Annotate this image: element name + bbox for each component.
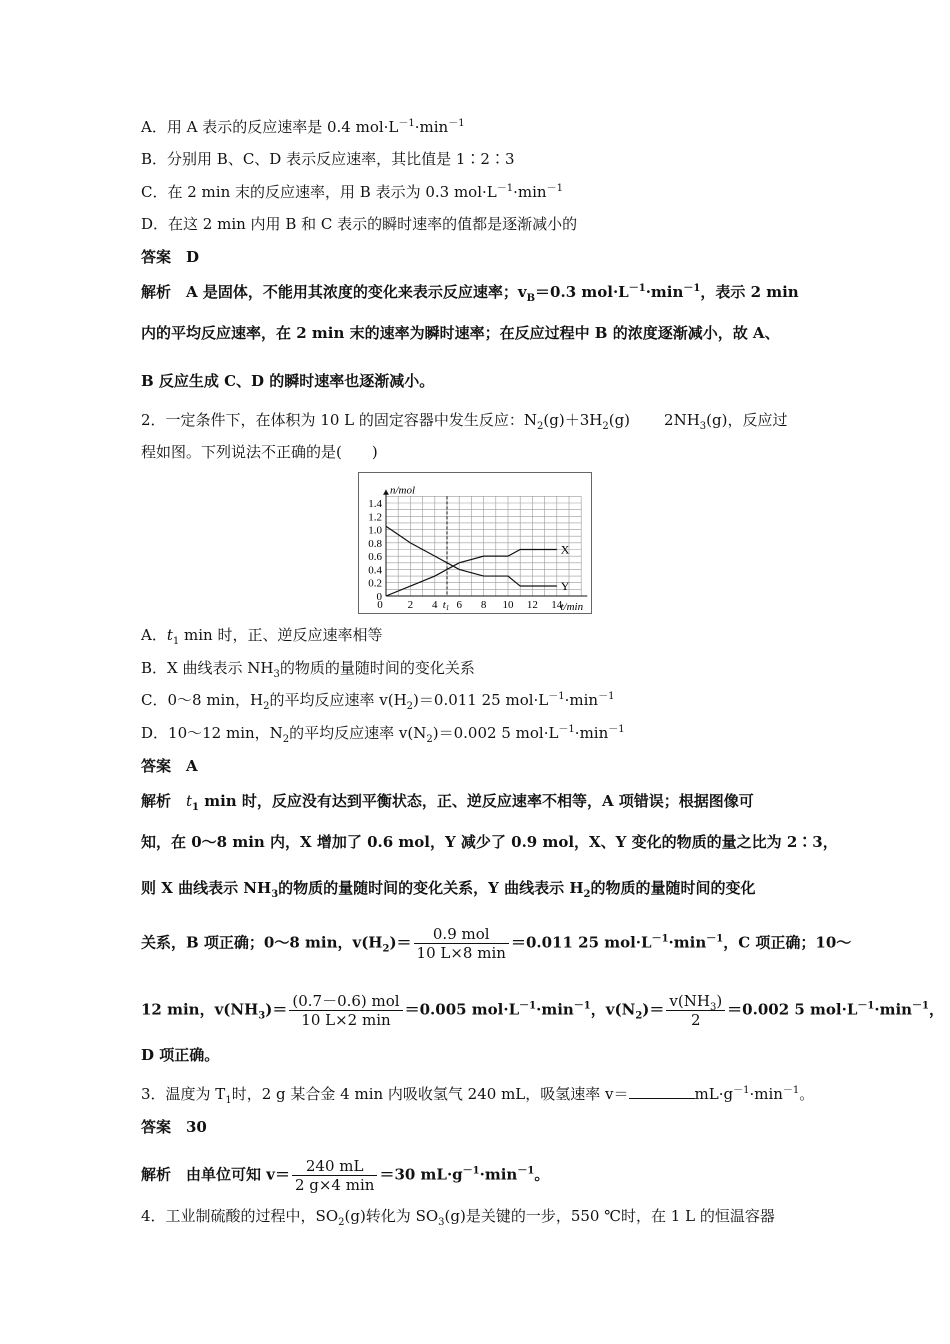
q1-answer: 答案 D [141, 248, 200, 266]
x-axis-label: t/min [560, 601, 584, 613]
q2-option-d: D．10～12 min，$N_2$的平均反应速率 $v(N_2)=0.002$ 5 $mol\cdot L^{-1}\cdot\min^{-1}$ [141, 724, 625, 745]
q2-option-c: C．0～8 min，$H_2$的平均反应速率 $v(H_2)=0.011$ 25 $mol\cdot L^{-1}\cdot\min^{-1}$ [141, 691, 615, 712]
y-tick-label: 1.0 [368, 524, 382, 537]
q2-option-a: A．$t_1$ min 时，正、逆反应速率相等 [141, 626, 383, 647]
q2-explanation-3: 则 X 曲线表示 $NH_3$的物质的量随时间的变化关系，Y 曲线表示 $H_2$的物质的量随时间的变化 [141, 879, 756, 900]
q2-explanation-5: 12 min，$v(NH_3)=$ $\frac{\text{(0.7－0.6) mol}}{10 L\times 2 \min}$ ＝0.005 $mol\cdot L^{-1}\cdot\min^{-1}$，$v(N_2)=$ $\frac{v(NH_3)}{2}$ ＝0.002 5 $mol\cdot L^{-1}\cdot\min^{-1}$， [141, 992, 945, 1029]
y-tick-label: 0.4 [368, 564, 382, 577]
fraction: $\frac{\text{(0.7－0.6) mol}}{10 L\times 2 \min}$ [289, 992, 402, 1029]
series-label-X: X [560, 542, 570, 557]
x-tick-label-t1: t1 [442, 599, 450, 612]
q1-option-a: A．用 A 表示的反应速率是 0.4 $mol\cdot L^{-1}\cdot\min^{-1}$ [141, 118, 465, 136]
y-tick-label: 0.6 [368, 551, 382, 564]
x-tick-label: 4 [432, 599, 438, 611]
q1-explanation-1: 解析 A 是固体，不能用其浓度的变化来表示反应速率；$v_B=0.3$ $mol\cdot L^{-1}\cdot\min^{-1}$，表示 2 min [141, 283, 799, 304]
x-tick-label: 12 [526, 599, 538, 611]
y-tick-label: 0.2 [368, 577, 382, 590]
q3-stem: 3．温度为 $T_1$时，2 g 某合金 4 min 内吸收氢气 240 mL，吸氢速率 $v= mL\cdot g^{-1}\cdot\min^{-1}$。 [141, 1085, 815, 1106]
y-tick-label: 1.4 [368, 498, 382, 510]
fraction: $\frac{v(NH_3)}{2}$ [666, 992, 725, 1029]
fraction: $\frac{\text{0.9 mol}}{10 L\times 8 \min}$ [414, 925, 509, 962]
q1-explanation-3: B 反应生成 C、D 的瞬时速率也逐渐减小。 [141, 372, 435, 390]
q1-option-d: D．在这 2 min 内用 B 和 C 表示的瞬时速率的值都是逐渐减小的 [141, 215, 578, 233]
q2-explanation-4: 关系，B 项正确；0～8 min，$v(H_2)=$ $\frac{\text{0.9 mol}}{10 L\times 8 \min}$ ＝0.011 25 $mol\cdot L^{-1}\cdot\min^{-1}$，C 项正确；10～ [141, 925, 852, 962]
q2-option-b: B．X 曲线表示 $NH_3$的物质的量随时间的变化关系 [141, 659, 475, 680]
series-label-Y: Y [560, 579, 570, 594]
x-tick-label-t1-subscript: 1 [445, 604, 450, 612]
q2-explanation-1: 解析 $t_1$ min 时，反应没有达到平衡状态，正、逆反应速率不相等，A 项错误；根据图像可 [141, 792, 754, 813]
origin-label: 0 [377, 599, 383, 611]
q2-stem-1: 2．一定条件下，在体积为 10 L 的固定容器中发生反应：$N_2(g)+3H_2(g)$ $2NH_3(g)$，反应过 [141, 411, 788, 432]
x-tick-label: 14 [551, 599, 563, 611]
q2-answer: 答案 A [141, 757, 198, 775]
x-tick-label: 6 [456, 599, 462, 611]
y-axis-label: n/mol [390, 484, 416, 497]
x-tick-label: 8 [480, 599, 487, 611]
x-tick-label: 2 [407, 599, 414, 611]
q2-explanation-2: 知，在 0～8 min 内，X 增加了 0.6 mol，Y 减少了 0.9 mol，X、Y 变化的物质的量之比为 2∶3， [141, 833, 838, 851]
q1-explanation-2: 内的平均反应速率，在 2 min 末的速率为瞬时速率；在反应过程中 B 的浓度逐渐减小，故 A、 [141, 324, 780, 342]
q1-option-b: B．分别用 B、C、D 表示反应速率，其比值是 1∶2∶3 [141, 150, 515, 168]
q3-answer: 答案 30 [141, 1118, 207, 1136]
q4-stem: 4．工业制硫酸的过程中，$SO_2(g)$转化为 $SO_3(g)$是关键的一步，550 ℃时，在 1 L 的恒温容器 [141, 1207, 775, 1228]
q2-explanation-6: D 项正确。 [141, 1046, 220, 1064]
y-tick-label: 0.8 [368, 537, 382, 550]
q2-stem-2: 程如图。下列说法不正确的是( ) [141, 443, 378, 461]
q3-explanation: 解析 由单位可知 v＝ $\frac{240 mL}{2 g\times 4 \min}$ ＝30 $mL\cdot g^{-1}\cdot\min^{-1}$。 [141, 1157, 550, 1194]
x-tick-label: 10 [502, 599, 514, 611]
answer-blank[interactable] [629, 1084, 695, 1099]
y-tick-label: 0 [376, 591, 382, 603]
q2-chart [358, 472, 592, 614]
q1-option-c: C．在 2 min 末的反应速率，用 B 表示为 0.3 $mol\cdot L^{-1}\cdot\min^{-1}$ [141, 183, 563, 201]
y-tick-label: 1.2 [368, 511, 382, 524]
fraction: $\frac{240 mL}{2 g\times 4 \min}$ [292, 1157, 377, 1194]
